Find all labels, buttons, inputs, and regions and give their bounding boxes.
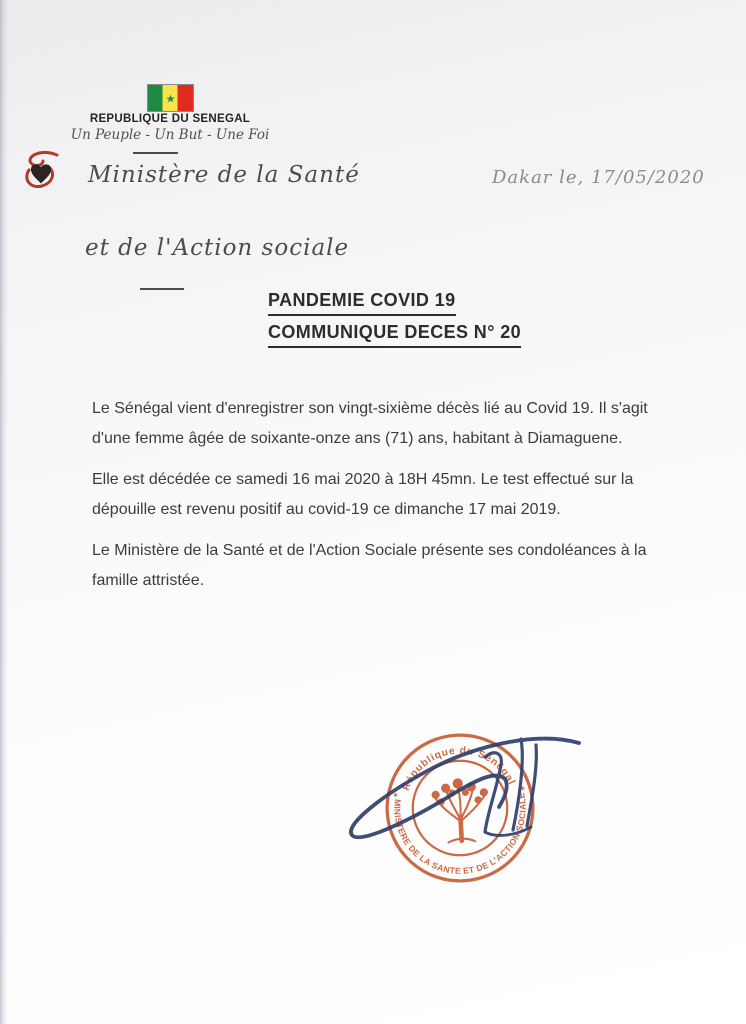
flag-star-icon: ★: [165, 93, 176, 106]
stamp-separator-left: ✶: [391, 790, 400, 801]
handwritten-signature: [333, 731, 591, 849]
ministry-divider: [140, 288, 184, 290]
document-title-line2: COMMUNIQUE DECES N° 20: [268, 322, 521, 348]
stamp-bottom-arc-text: MINISTERE DE LA SANTE ET DE L'ACTION SOCIALE: [392, 791, 528, 876]
stamp-separator-right: ✶: [519, 784, 527, 794]
document-title-line1: PANDEMIE COVID 19: [268, 290, 456, 316]
body-paragraph-1: Le Sénégal vient d'enregistrer son vingt-sixième décès lié au Covid 19. Il s'agit d'une femme âgée de soixante-onze ans (71) ans, habitant à Diamaguene.: [92, 400, 648, 447]
photo-edge-artifact: [0, 0, 8, 1024]
ministry-health-logo-icon: [22, 151, 62, 193]
national-motto: Un Peuple - Un But - Une Foi: [70, 127, 270, 143]
header-divider: [133, 152, 178, 154]
body-paragraph-2: Elle est décédée ce samedi 16 mai 2020 à 18H 45mn. Le test effectué sur la dépouille est revenu positif au covid-19 ce dimanche 17 mai 2019.: [92, 471, 634, 518]
stamp-top-arc-text: République du Sénégal: [400, 745, 517, 793]
body-paragraph-3: Le Ministère de la Santé et de l'Action Sociale présente ses condoléances à la famille attristée.: [92, 542, 647, 589]
ministry-name-line2: et de l'Action sociale: [85, 235, 350, 261]
ministry-name-line1: Ministère de la Santé: [88, 162, 360, 188]
country-label: REPUBLIQUE DU SENEGAL: [89, 113, 251, 125]
senegal-flag: [147, 84, 194, 112]
dateline: Dakar le, 17/05/2020: [492, 167, 705, 188]
logo-heart-shape: [31, 164, 51, 183]
